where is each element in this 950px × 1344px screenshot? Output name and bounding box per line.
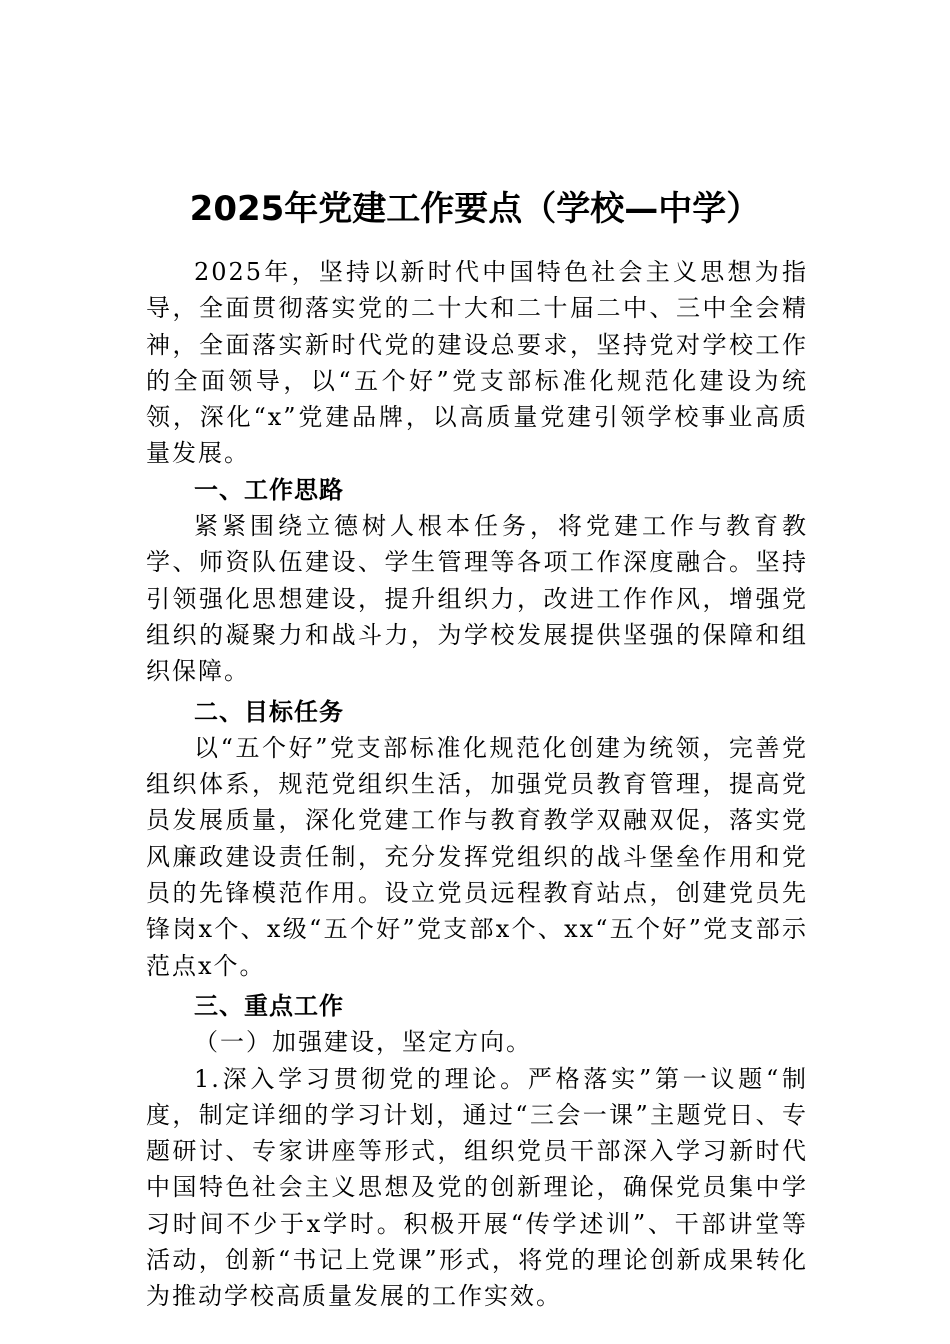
intro-paragraph: 2025年，坚持以新时代中国特色社会主义思想为指导，全面贯彻落实党的二十大和二十届二中、三中全会精神，全面落实新时代党的建设总要求，坚持党对学校工作的全面领导，以“五个好”党支部标准化规范化建设为统领，深化“x”党建品牌，以高质量党建引领学校事业高质量发展。 xyxy=(146,258,808,468)
section-heading-key-work: 三、重点工作 xyxy=(194,991,344,1020)
section-heading-work-approach: 一、工作思路 xyxy=(194,475,344,504)
document-title: 2025年党建工作要点（学校—中学） xyxy=(189,188,761,229)
subsection-heading-strengthen: （一）加强建设，坚定方向。 xyxy=(194,1028,532,1057)
document-body xyxy=(146,254,808,1315)
key-work-item-1: 1.深入学习贯彻党的理论。严格落实”第一议题“制度，制定详细的学习计划，通过“三会一课”主题党日、专题研讨、专家讲座等形式，组织党员干部深入学习新时代中国特色社会主义思想及党的创新理论，确保党员集中学习时间不少于x学时。积极开展“传学述训”、干部讲堂等活动，创新“书记上党课”形式，将党的理论创新成果转化为推动学校高质量发展的工作实效。 xyxy=(146,1064,808,1311)
work-approach-paragraph: 紧紧围绕立德树人根本任务，将党建工作与教育教学、师资队伍建设、学生管理等各项工作深度融合。坚持引领强化思想建设，提升组织力，改进工作作风，增强党组织的凝聚力和战斗力，为学校发展提供坚强的保障和组织保障。 xyxy=(146,512,808,686)
goals-paragraph: 以“五个好”党支部标准化规范化创建为统领，完善党组织体系，规范党组织生活，加强党员教育管理，提高党员发展质量，深化党建工作与教育教学双融双促，落实党风廉政建设责任制，充分发挥党组织的战斗堡垒作用和党员的先锋模范作用。设立党员远程教育站点，创建党员先锋岗x个、x级“五个好”党支部x个、xx“五个好”党支部示范点x个。 xyxy=(146,733,808,980)
section-heading-goals: 二、目标任务 xyxy=(194,697,344,726)
